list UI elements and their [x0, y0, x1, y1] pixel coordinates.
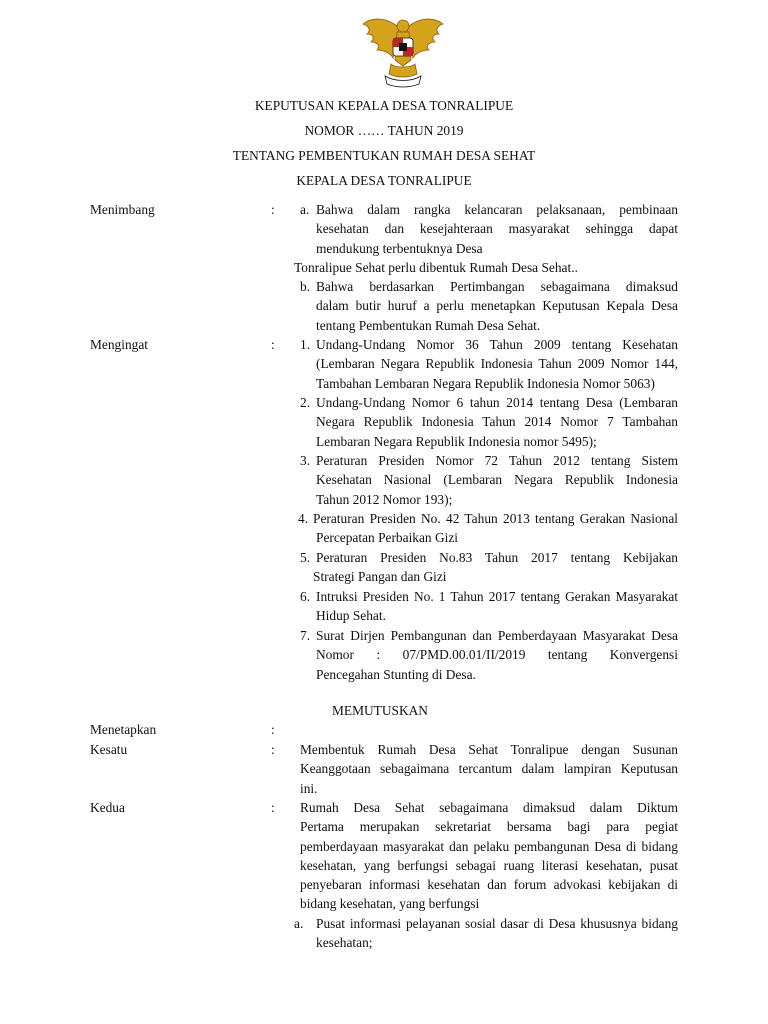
mengingat-item-marker: 1.	[300, 337, 311, 352]
kesatu-line: Keanggotaan sebagaimana tercantum dalam lampiran Keputusan	[300, 761, 678, 777]
mengingat-item-marker: 7.	[300, 628, 311, 643]
menimbang-a-line: Bahwa dalam rangka kelancaran pelaksanaan, pembinaan	[316, 202, 678, 217]
menimbang-b-marker: b.	[300, 279, 311, 294]
kedua-text	[300, 798, 678, 914]
mengingat-line: Percepatan Perbaikan Gizi	[316, 530, 459, 546]
mengingat-line: Kesehatan Nasional (Lembaran Negara Republik Indonesia	[316, 472, 678, 488]
document-number: NOMOR …… TAHUN 2019	[304, 123, 464, 138]
mengingat-line: Tahun 2012 Nomor 193);	[316, 491, 453, 507]
menimbang-b-line: tentang Pembentukan Rumah Desa Sehat.	[316, 317, 541, 333]
mengingat-item-marker: 6.	[300, 589, 311, 604]
mengingat-item-1	[316, 335, 678, 393]
mengingat-line: Peraturan Presiden No.83 Tahun 2017 tentang Kebijakan	[316, 550, 678, 565]
mengingat-item-5	[313, 548, 678, 587]
kedua-line: Pertama merupakan sekretariat bersama bagi para pegiat	[300, 819, 678, 835]
menimbang-colon: :	[271, 202, 275, 217]
kedua-a-marker: a.	[294, 916, 304, 931]
menimbang-a-text	[316, 200, 678, 258]
mengingat-item-marker: 3.	[300, 453, 311, 468]
kedua-a-line: Pusat informasi pelayanan sosial dasar di Desa khususnya bidang	[316, 916, 678, 931]
kesatu-line: ini.	[300, 780, 318, 796]
menimbang-label: Menimbang	[90, 202, 155, 217]
kedua-line: bidang kesehatan, yang berfungsi	[300, 896, 480, 912]
mengingat-item-marker: 2.	[300, 395, 311, 410]
mengingat-item-marker: 5.	[300, 550, 311, 565]
decision-heading: MEMUTUSKAN	[332, 703, 428, 718]
mengingat-item-3	[316, 451, 678, 509]
kesatu-line: Membentuk Rumah Desa Sehat Tonralipue dengan Susunan	[300, 742, 678, 757]
mengingat-line: Intruksi Presiden No. 1 Tahun 2017 tentang Gerakan Masyarakat	[316, 589, 678, 604]
kedua-a-text	[316, 914, 678, 953]
menimbang-a-line: mendukung terbentuknya Desa	[316, 240, 483, 256]
mengingat-line: Pencegahan Stunting di Desa.	[316, 666, 476, 682]
kesatu-text	[300, 740, 678, 798]
menimbang-continuation: Tonralipue Sehat perlu dibentuk Rumah Desa Sehat..	[294, 260, 578, 275]
mengingat-line: (Lembaran Negara Republik Indonesia Tahun 2009 Nomor 144,	[316, 356, 678, 372]
mengingat-item-marker: 4.	[298, 511, 309, 526]
menimbang-b-line: Bahwa berdasarkan Pertimbangan sebagaimana dimaksud	[316, 279, 678, 294]
mengingat-line: Undang-Undang Nomor 36 Tahun 2009 tentang Kesehatan	[316, 337, 678, 352]
mengingat-line: Surat Dirjen Pembangunan dan Pemberdayaan Masyarakat Desa	[316, 628, 678, 643]
menetapkan-label: Menetapkan	[90, 722, 157, 737]
mengingat-item-6	[316, 587, 678, 626]
kedua-line: Rumah Desa Sehat sebagaimana dimaksud dalam Diktum	[300, 800, 678, 815]
kedua-line: pemberdayaan masyarakat dan pelaku pembangunan Desa di bidang	[300, 838, 678, 854]
mengingat-line: Peraturan Presiden No. 42 Tahun 2013 tentang Gerakan Nasional	[313, 511, 678, 526]
issuing-official: KEPALA DESA TONRALIPUE	[296, 173, 472, 188]
kesatu-colon: :	[271, 742, 275, 757]
menetapkan-colon: :	[271, 722, 275, 737]
menimbang-b-line: dalam butir huruf a perlu menetapkan Keputusan Kepala Desa	[316, 298, 678, 314]
kedua-line: penyebaran informasi kesehatan dan forum advokasi kebijakan di	[300, 877, 678, 893]
kedua-a-line: kesehatan;	[316, 935, 373, 951]
mengingat-line: Strategi Pangan dan Gizi	[313, 569, 447, 585]
menimbang-a-line: kesehatan dan kesejahteraan masyarakat sehingga dapat	[316, 221, 678, 237]
menimbang-a-marker: a.	[300, 202, 310, 217]
mengingat-line: Peraturan Presiden Nomor 72 Tahun 2012 tentang Sistem	[316, 453, 678, 468]
kedua-line: kesehatan, yang berfungsi sebagai ruang literasi kesehatan, pusat	[300, 857, 678, 873]
mengingat-item-4	[313, 509, 678, 548]
kesatu-label: Kesatu	[90, 742, 128, 757]
garuda-emblem-icon	[359, 14, 447, 90]
mengingat-line: Tambahan Lembaran Negara Republik Indonesia Nomor 5063)	[316, 375, 655, 391]
mengingat-item-2	[316, 393, 678, 451]
mengingat-line: Hidup Sehat.	[316, 608, 386, 624]
kedua-colon: :	[271, 800, 275, 815]
mengingat-line: Undang-Undang Nomor 6 tahun 2014 tentang Desa (Lembaran	[316, 395, 678, 410]
document-subject: TENTANG PEMBENTUKAN RUMAH DESA SEHAT	[232, 148, 536, 163]
mengingat-item-7	[316, 626, 678, 684]
mengingat-line: Lembaran Negara Republik Indonesia nomor 5495);	[316, 433, 597, 449]
mengingat-line: Negara Republik Indonesia Tahun 2014 Nomor 7 Tambahan	[316, 414, 678, 430]
document-title: KEPUTUSAN KEPALA DESA TONRALIPUE	[254, 98, 514, 113]
mengingat-line: Nomor : 07/PMD.00.01/II/2019 tentang Konvergensi	[316, 647, 678, 663]
mengingat-label: Mengingat	[90, 337, 149, 352]
mengingat-colon: :	[271, 337, 275, 352]
menimbang-b-text	[316, 277, 678, 335]
kedua-label: Kedua	[90, 800, 125, 815]
